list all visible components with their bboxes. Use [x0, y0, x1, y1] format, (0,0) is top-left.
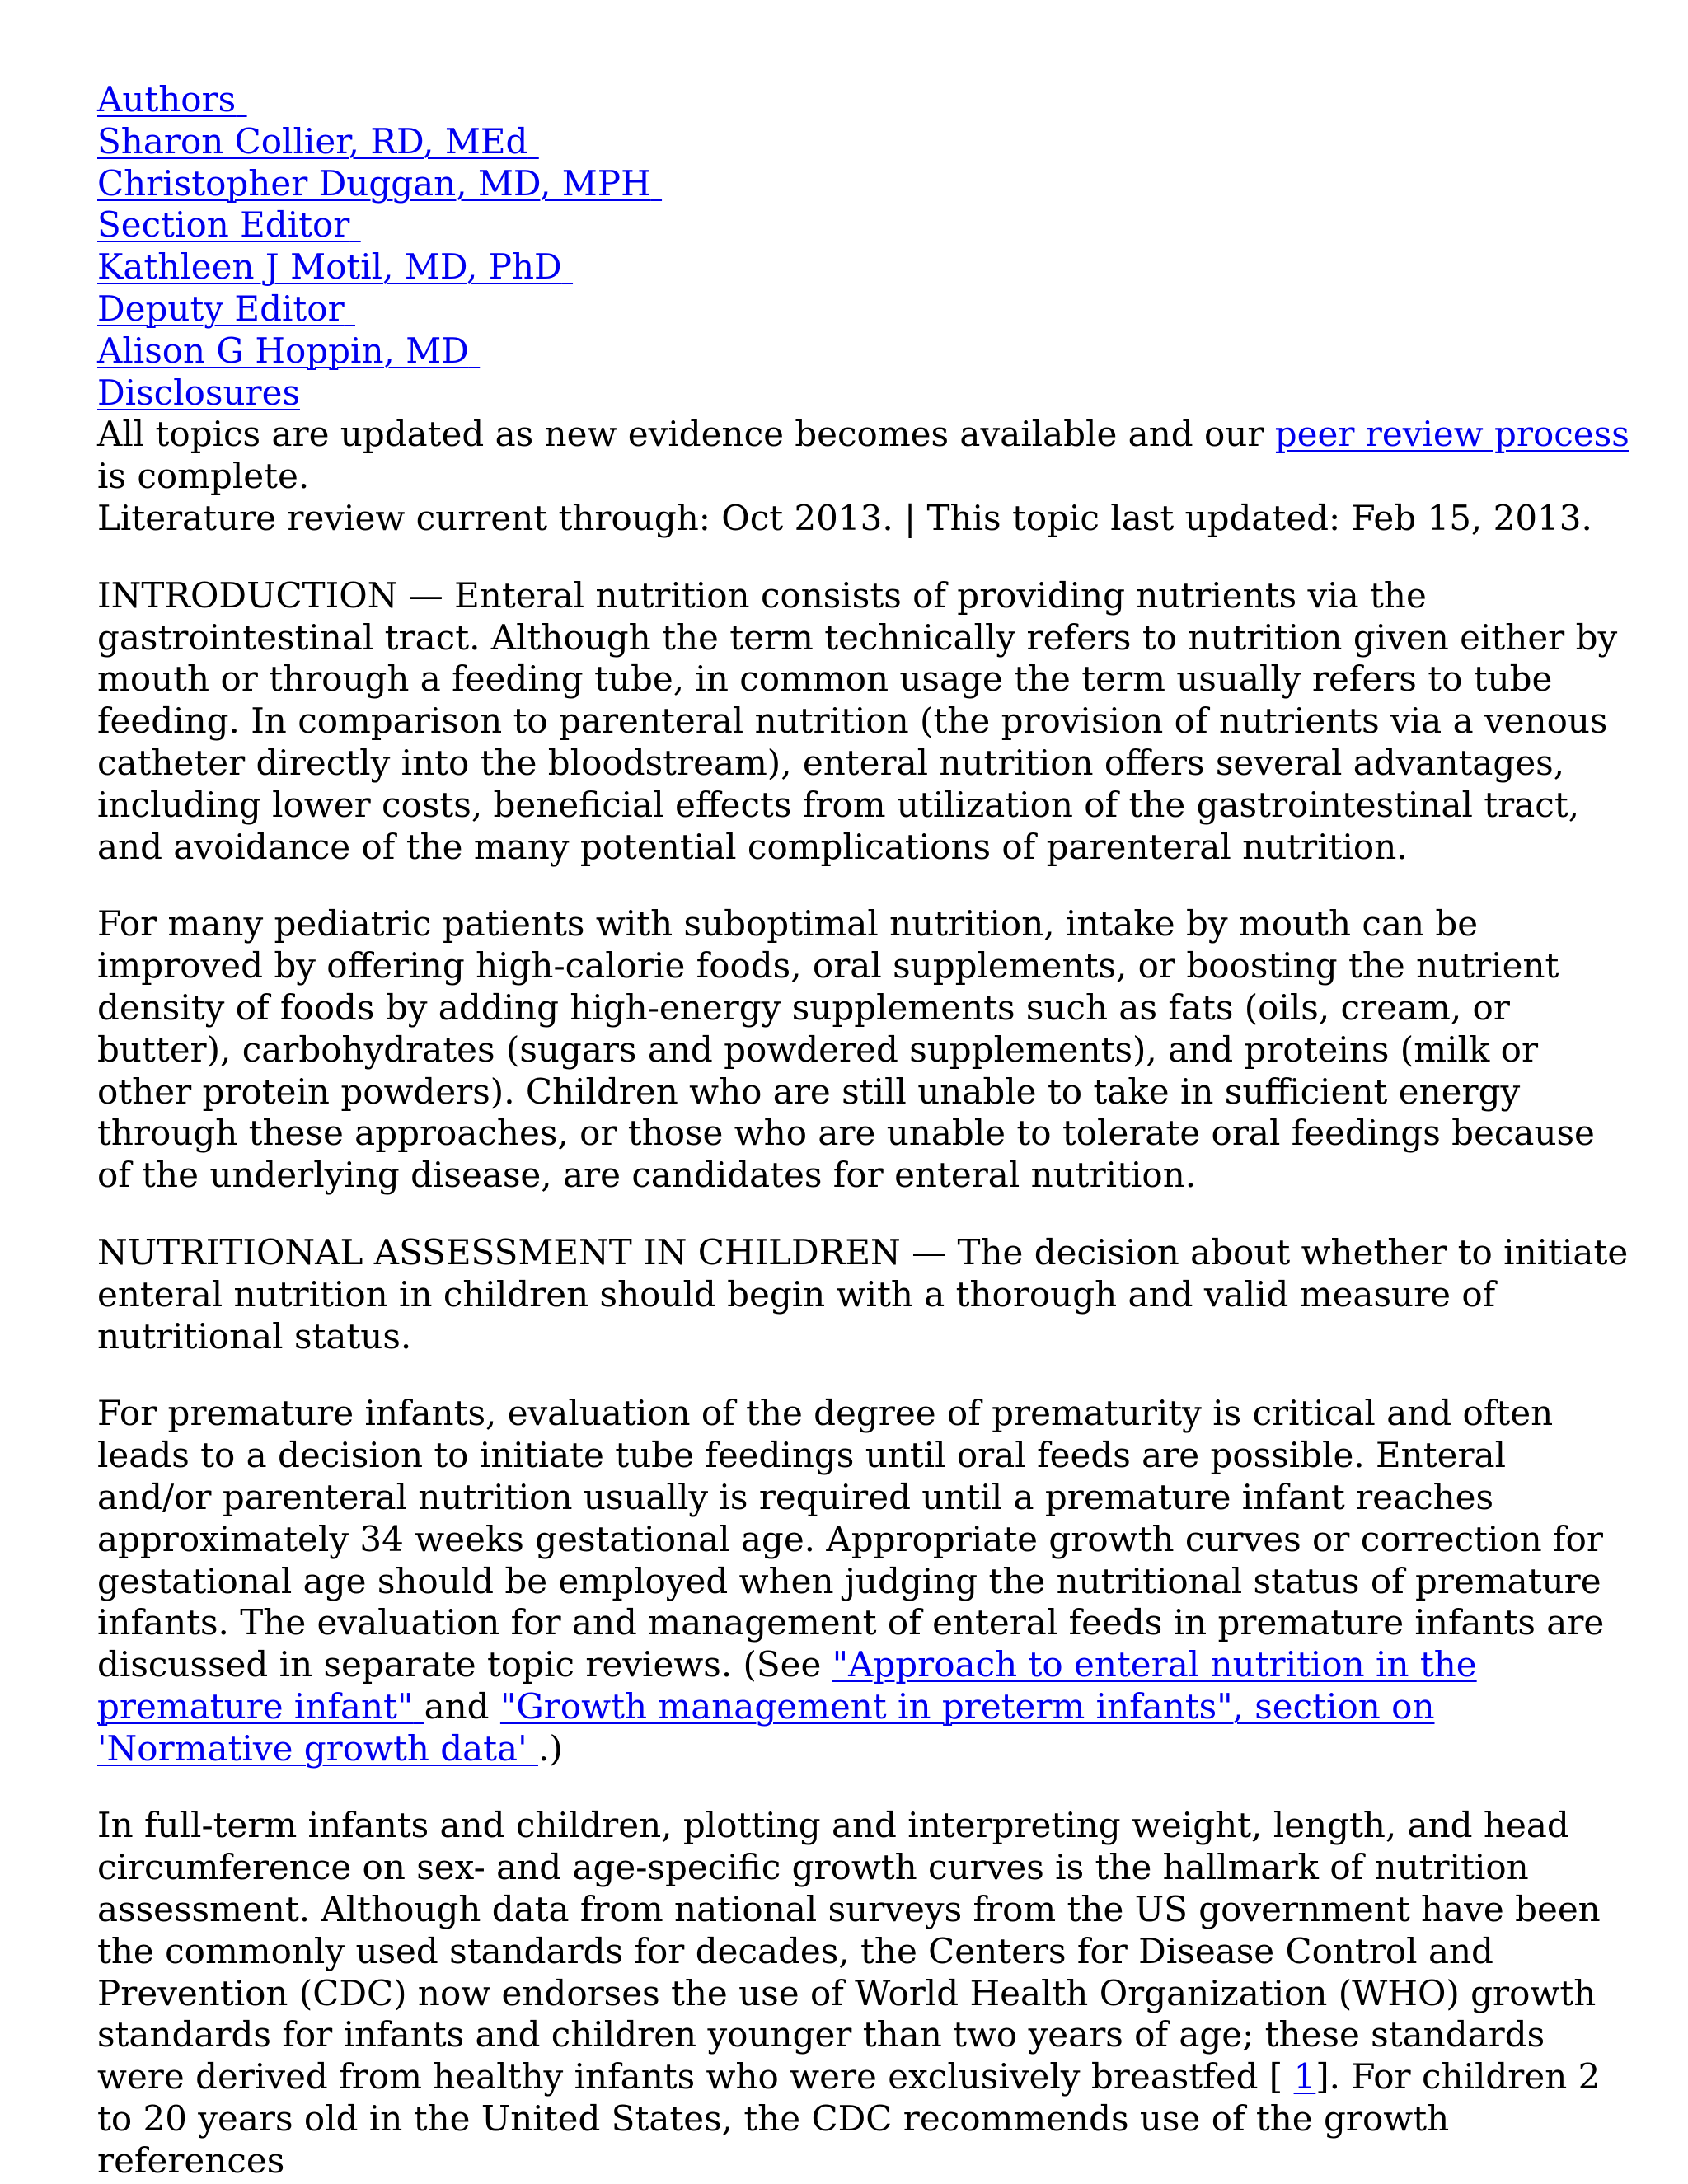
- deputy-editor-hoppin-link[interactable]: Alison G Hoppin, MD: [97, 330, 469, 371]
- assessment-body: — The decision about whether to initiate enteral nutrition in children should begin with a thorough and valid measure of nutritional status.: [97, 1231, 1629, 1357]
- literature-review-date: Literature review current through: Oct 2013. | This topic last updated: Feb 15, 2013.: [97, 497, 1592, 538]
- growth-management-preterm-link[interactable]: "Growth management in preterm infants", section on 'Normative growth data': [97, 1685, 1435, 1769]
- introduction-paragraph: [97, 575, 1630, 869]
- section-editor-link[interactable]: Section Editor: [97, 204, 350, 246]
- premature-close-text: .): [538, 1727, 563, 1769]
- peer-review-link[interactable]: peer review process: [1274, 414, 1629, 455]
- author-collier-link[interactable]: Sharon Collier, RD, MEd: [97, 120, 528, 162]
- assessment-paragraph: [97, 1232, 1630, 1357]
- update-notice-end: is complete.: [97, 456, 310, 497]
- premature-and-text: and: [424, 1685, 500, 1727]
- oral-nutrition-paragraph: For many pediatric patients with suboptimal nutrition, intake by mouth can be improved by offering high-calorie foods, oral supplements, or boosting the nutrient density of foods by adding high-energy supplements such as fats (oils, cream, or butter), carbohydrates (sugars and powdered supplements), and proteins (milk or other protein powders). Children who are still unable to take in sufficient energy through these approaches, or those who are unable to tolerate oral feedings because of the underlying disease, are candidates for enteral nutrition.: [97, 903, 1595, 1196]
- premature-enteral-nutrition-link[interactable]: "Approach to enteral nutrition in the premature infant": [97, 1644, 1477, 1727]
- topic-page: [97, 79, 1630, 2182]
- deputy-editor-link[interactable]: Deputy Editor: [97, 288, 345, 329]
- update-notice: [97, 414, 1630, 498]
- introduction-heading: INTRODUCTION: [97, 574, 398, 616]
- topic-meta: [97, 79, 1630, 414]
- assessment-heading: NUTRITIONAL ASSESSMENT IN CHILDREN: [97, 1231, 901, 1272]
- full-term-paragraph: [97, 1805, 1630, 2182]
- premature-text: For premature infants, evaluation of the degree of prematurity is critical and often leads to a decision to initiate tube feedings until oral feeds are possible. Enteral and/or parenteral nutrition usually is required until a premature infant reaches approximately 34 weeks gestational age. Appropriate growth curves or correction for gestational age should be employed when judging the nutritional status of premature infants. The evaluation for and management of enteral feeds in premature infants are discussed in separate topic reviews. (See: [97, 1393, 1605, 1685]
- reference-1-link[interactable]: 1: [1293, 2056, 1316, 2097]
- full-term-after-text: ]. For children 2 to 20 years old in the United States, the CDC recommends use of the growth references: [97, 2056, 1601, 2181]
- section-editor-motil-link[interactable]: Kathleen J Motil, MD, PhD: [97, 246, 562, 288]
- premature-infants-paragraph: [97, 1393, 1630, 1769]
- author-duggan-link[interactable]: Christopher Duggan, MD, MPH: [97, 162, 651, 204]
- introduction-body: — Enteral nutrition consists of providing nutrients via the gastrointestinal tract. Although the term technically refers to nutrition given either by mouth or through a feeding tube, in common usage the term usually refers to tube feeding. In comparison to parenteral nutrition (the provision of nutrients via a venous catheter directly into the bloodstream), enteral nutrition offers several advantages, including lower costs, beneficial effects from utilization of the gastrointestinal tract, and avoidance of the many potential complications of parenteral nutrition.: [97, 574, 1618, 867]
- update-notice-text: All topics are updated as new evidence becomes available and our: [97, 414, 1275, 455]
- disclosures-link[interactable]: Disclosures: [97, 372, 300, 413]
- authors-link[interactable]: Authors: [97, 79, 237, 120]
- full-term-text: In full-term infants and children, plotting and interpreting weight, length, and head circumference on sex- and age-specific growth curves is the hallmark of nutrition assessment. Although data from national surveys from the US government have been the commonly used standards for decades, the Centers for Disease Control and Prevention (CDC) now endorses the use of World Health Organization (WHO) growth standards for infants and children younger than two years of age; these standards were derived from healthy infants who were exclusively breastfed [: [97, 1805, 1601, 2097]
